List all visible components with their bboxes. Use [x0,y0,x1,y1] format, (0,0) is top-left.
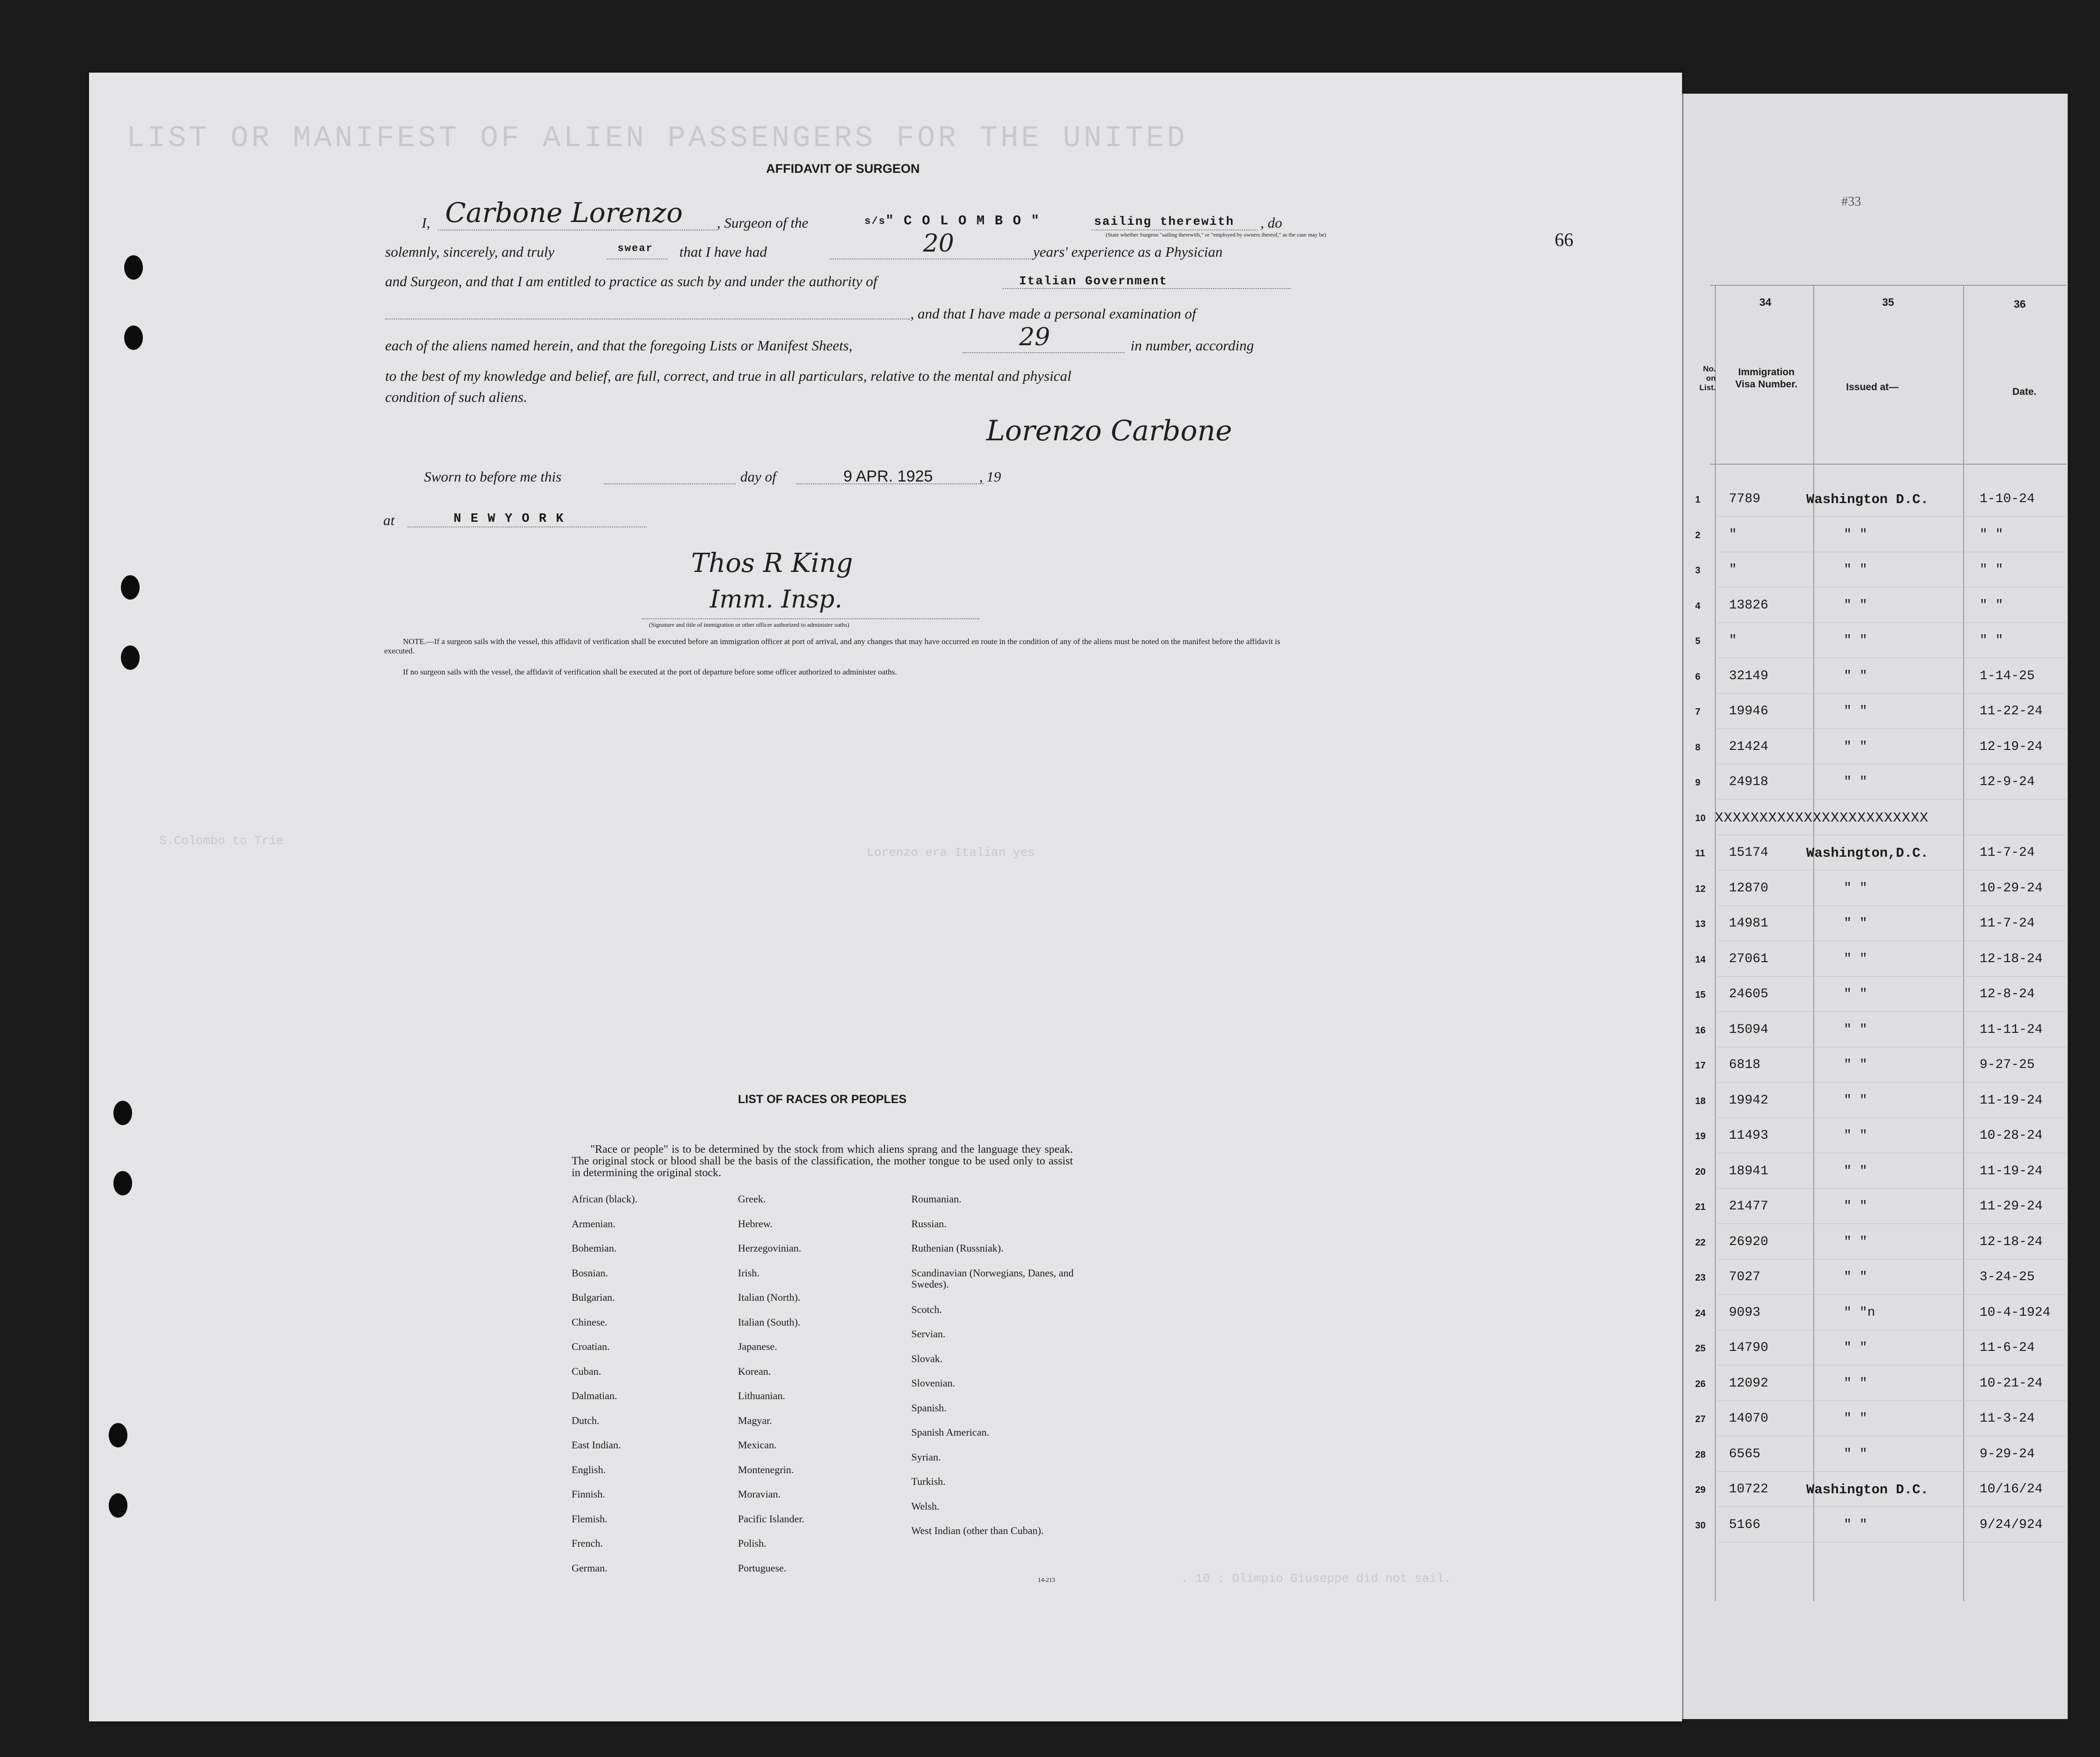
race-item: Japanese. [738,1341,777,1352]
issued-at: " " [1844,1022,1868,1037]
row-number: 7 [1695,707,1701,717]
issued-at: " " [1844,987,1868,1001]
officer-title: Imm. Insp. [710,586,842,614]
affidavit-note-1: NOTE.—If a surgeon sails with the vessel, this affidavit of verification shall be executed before an immigration officer at port of arrival, and any changes that may have occurred en route in the condition of any of the aliens must be noted on the manifest before the affidavit is executed. [384,637,1281,655]
issued-at: " " [1844,1199,1868,1214]
issued-at: " " [1844,1093,1868,1108]
row-number: 11 [1695,848,1705,859]
race-item: Armenian. [572,1217,616,1230]
visa-number: 14790 [1729,1341,1769,1355]
column-rule [1813,285,1814,1601]
header-visa-number: Immigration Visa Number. [1735,367,1798,390]
issued-at: Washington D.C. [1806,1482,1929,1498]
header-issued-at: Issued at— [1846,382,1899,393]
row-number: 18 [1695,1096,1706,1106]
issue-date: 12-18-24 [1980,951,2043,966]
race-item: Moravian. [738,1488,781,1500]
row-rule [1715,976,2066,977]
row-rule [1715,1471,2066,1472]
line-7: condition of such aliens. [385,389,528,405]
row-number: 12 [1695,883,1706,894]
column-number-34: 34 [1759,296,1772,308]
race-item: Polish. [738,1537,767,1549]
rule [604,483,736,484]
issue-date: 11-11-24 [1980,1022,2043,1037]
issued-at: " " [1844,1446,1868,1461]
race-item: Italian (North). [738,1291,801,1303]
issue-date: 11-6-24 [1980,1341,2035,1355]
visa-number: 7027 [1729,1270,1761,1284]
rule [408,526,647,527]
race-item: French. [572,1537,603,1549]
race-item: Dutch. [572,1414,600,1426]
visa-number: 21424 [1729,739,1769,754]
visa-number: 12092 [1729,1376,1769,1391]
race-item: Croatian. [572,1341,610,1352]
race-item: East Indian. [572,1439,621,1451]
surgeon-signature: Lorenzo Carbone [986,415,1232,447]
line-5-end: in number, according [1131,337,1254,354]
form-number: 14-213 [1038,1576,1055,1583]
row-rule [1715,905,2066,906]
race-item: English. [572,1463,606,1475]
issued-at: " " [1844,951,1868,966]
issue-date: 11-19-24 [1980,1093,2043,1108]
row-number: 13 [1695,919,1706,929]
day-of-label: day of [740,468,776,485]
row-number: 5 [1695,636,1701,646]
row-number: 26 [1695,1379,1706,1389]
row-number: 27 [1695,1414,1706,1424]
ghost-text: S.Colombo to Trie [159,834,284,848]
row-number: 9 [1695,778,1701,788]
line-3: and Surgeon, and that I am entitled to practice as such by and under the authority of [385,273,878,289]
row-number: 19 [1695,1131,1706,1142]
race-item: Dalmatian. [572,1390,618,1401]
row-number: 8 [1695,742,1701,753]
race-item: Magyar. [738,1414,772,1426]
issue-date: 12-9-24 [1980,775,2035,789]
race-item: Slovak. [911,1352,943,1364]
row-number: 1 [1695,495,1701,505]
officer-caption: (Signature and title of immigration or other officer authorized to administer oaths) [649,621,849,628]
line-1-mid: , Surgeon of the [717,215,809,231]
row-number: 16 [1695,1025,1706,1036]
issued-at: " " [1844,704,1868,719]
issue-date: 10/16/24 [1980,1482,2043,1497]
row-number: 4 [1695,600,1701,611]
at-label: at [383,512,395,528]
vessel-prefix: s/s [864,215,886,227]
issue-date: 11-7-24 [1980,916,2035,931]
row-number: 24 [1695,1308,1706,1319]
issue-date: 3-24-25 [1980,1270,2035,1284]
visa-number: " [1729,633,1737,648]
race-item: Russian. [911,1217,947,1230]
officer-signature: Thos R King [691,548,853,578]
sailing-note: (State whether Surgeon "sailing therewith," or "employed by owners thereof," as the case may be) [1106,231,1326,238]
race-item: Bulgarian. [572,1291,615,1303]
race-item: Italian (South). [738,1316,801,1328]
race-item: Korean. [738,1365,771,1377]
sworn-label: Sworn to before me this [424,468,562,485]
issued-at: " " [1844,1376,1868,1391]
line-2-end: years' experience as a Physician [1033,244,1223,260]
visa-number: 18941 [1729,1164,1769,1179]
issue-date: " " [1980,563,2003,577]
race-item: Scandinavian (Norwegians, Danes, and Swedes). [911,1267,1074,1290]
row-rule [1715,799,2066,800]
punch-hole-icon [121,645,140,670]
issued-at: " " [1844,1411,1868,1426]
race-item: Chinese. [572,1316,608,1328]
line-6: to the best of my knowledge and belief, are full, correct, and true in all particulars, relative to the mental and physical [385,368,1072,384]
visa-number: 12870 [1729,881,1769,896]
visa-number: 27061 [1729,951,1769,966]
year-suffix: , 19 [979,468,1001,485]
issue-date: 11-22-24 [1980,704,2043,719]
punch-hole-icon [124,326,143,350]
row-number: 20 [1695,1166,1706,1177]
page-number: 66 [1555,229,1573,250]
column-number-35: 35 [1882,296,1894,308]
row-rule [1715,728,2066,729]
vessel-name: " C O L O M B O " [886,213,1040,229]
issue-date: 11-3-24 [1980,1411,2035,1426]
punch-hole-icon [121,575,140,600]
row-number: 21 [1695,1202,1706,1212]
issued-at: " " [1844,1128,1868,1143]
issue-date: 9/24/924 [1980,1517,2043,1532]
ghost-text: . 10 : Olimpio Giuseppe did not sail. [1181,1572,1452,1586]
issued-at: " " [1844,1517,1868,1532]
line-1-end: , do [1260,215,1282,231]
race-item: Cuban. [572,1365,601,1377]
issued-at: " " [1844,668,1868,683]
row-rule [1715,1506,2066,1507]
row-rule [1715,1188,2066,1189]
row-number: 14 [1695,954,1706,965]
row-number: 17 [1695,1060,1706,1071]
punch-hole-icon [113,1171,132,1195]
sworn-place: N E W Y O R K [454,512,565,526]
column-rule [1715,285,1716,1601]
visa-number: 9093 [1729,1305,1761,1320]
race-item: Scotch. [911,1303,942,1315]
race-item: West Indian (other than Cuban). [911,1525,1044,1536]
race-item: Finnish. [572,1488,605,1500]
race-item: Lithuanian. [738,1390,785,1401]
issue-date: 11-19-24 [1980,1164,2043,1179]
affidavit-title: AFFIDAVIT OF SURGEON [766,162,920,176]
punch-hole-icon [113,1101,132,1125]
row-rule [1715,1223,2066,1224]
table-header-rule [1710,464,2066,465]
issue-date: 10-21-24 [1980,1376,2043,1391]
issue-date: 9-29-24 [1980,1446,2035,1461]
visa-number: 21477 [1729,1199,1769,1214]
issue-date: 1-10-24 [1980,492,2035,506]
row-rule [1715,516,2066,517]
rule [642,618,979,619]
race-item: Syrian. [911,1451,941,1463]
issue-date: 12-19-24 [1980,739,2043,754]
row-number: 30 [1695,1520,1706,1531]
ghost-header: LIST OR MANIFEST OF ALIEN PASSENGERS FOR THE UNITED [127,122,1188,156]
issued-at: " " [1844,739,1868,754]
row-number: 22 [1695,1237,1706,1248]
row-number: 2 [1695,530,1701,541]
line-1-start: I, [422,215,431,231]
row-rule [1715,1011,2066,1012]
visa-number: 19946 [1729,704,1769,719]
issued-at: " " [1844,1234,1868,1249]
race-item: Welsh. [911,1500,939,1512]
issued-at: " " [1844,881,1868,896]
issued-at: " " [1844,563,1868,577]
affidavit-sheet [89,73,1682,1721]
row-number: 6 [1695,671,1701,682]
header-list-number: No. on List. [1699,364,1716,392]
visa-number: 24918 [1729,775,1769,789]
visa-number: 5166 [1729,1517,1761,1532]
race-item: Bosnian. [572,1267,608,1279]
issued-at: " " [1844,1164,1868,1179]
issue-date: 11-7-24 [1980,845,2035,860]
line-4: , and that I have made a personal examination of [910,305,1196,322]
visa-number: 6818 [1729,1058,1761,1072]
rule [963,352,1124,353]
ghost-text: Lorenzo era Italian yes [867,845,1035,860]
issued-at: " " [1844,527,1868,542]
issue-date: 10-29-24 [1980,881,2043,896]
race-item: Portuguese. [738,1562,787,1574]
races-intro: "Race or people" is to be determined by the stock from which aliens sprang and the language they speak. The original stock or blood shall be the basis of the classification, the mother tongue to be used only to assist in determining the original stock. [572,1143,1073,1179]
manifest-sheet [1682,94,2068,1719]
visa-number: " [1729,563,1737,577]
authority: Italian Government [1019,274,1168,288]
race-item: Flemish. [572,1512,608,1525]
row-number: 28 [1695,1449,1706,1460]
race-item: Roumanian. [911,1193,961,1205]
row-number: 10 [1695,813,1706,823]
race-item: African (black). [572,1193,638,1205]
issued-at: " " [1844,1058,1868,1072]
visa-number: 6565 [1729,1446,1761,1461]
issued-at: " " [1844,633,1868,648]
visa-number: XXXXXXXXXXXXXXXXXXXXXXXX [1715,810,1929,826]
race-item: Slovenian. [911,1377,955,1389]
line-2-start: solemnly, sincerely, and truly [385,244,555,260]
race-item: Spanish. [911,1401,947,1414]
visa-number: 7789 [1729,492,1761,506]
row-number: 15 [1695,990,1706,1000]
visa-number: 19942 [1729,1093,1769,1108]
races-title: LIST OF RACES OR PEOPLES [738,1093,907,1106]
race-item: Irish. [738,1267,760,1279]
punch-hole-icon [124,255,143,280]
column-rule [1963,285,1964,1601]
row-number: 29 [1695,1485,1706,1495]
issue-date: 11-29-24 [1980,1199,2043,1214]
issue-date: " " [1980,527,2003,542]
visa-number: 14070 [1729,1411,1769,1426]
visa-number: 26920 [1729,1234,1769,1249]
row-number: 23 [1695,1273,1706,1283]
issue-date: 10-4-1924 [1980,1305,2051,1320]
rule [797,483,984,484]
visa-number: " [1729,527,1737,542]
issue-date: 12-18-24 [1980,1234,2043,1249]
issued-at: " " [1844,916,1868,931]
affidavit-note-2: If no surgeon sails with the vessel, the affidavit of verification shall be executed at the port of departure before some officer authorized to administer oaths. [403,667,897,676]
visa-number: 10722 [1729,1482,1769,1497]
issued-at: " " [1844,1270,1868,1284]
issued-at: " " [1844,598,1868,613]
row-rule [1715,1294,2066,1295]
race-item: Hebrew. [738,1217,773,1230]
visa-number: 15174 [1729,845,1769,860]
visa-number: 14981 [1729,916,1769,931]
sheet-count: 29 [1019,323,1050,351]
race-item: Bohemian. [572,1242,617,1254]
sworn-date: 9 APR. 1925 [843,467,933,485]
issued-at: " "n [1844,1305,1876,1320]
line-2-mid: that I have had [679,244,767,260]
visa-number: 32149 [1729,668,1769,683]
issued-at: Washington,D.C. [1806,845,1929,861]
oath-word: swear [618,243,654,254]
punch-hole-icon [109,1423,127,1447]
column-number-36: 36 [2014,298,2026,310]
row-rule [1715,693,2066,694]
sailing-status: sailing therewith [1094,215,1235,229]
issue-date: " " [1980,598,2003,613]
race-item: Montenegrin. [738,1463,794,1475]
visa-number: 15094 [1729,1022,1769,1037]
surgeon-name: Carbone Lorenzo [445,197,683,229]
issue-date: " " [1980,633,2003,648]
issued-at: " " [1844,775,1868,789]
race-item: Ruthenian (Russniak). [911,1242,1004,1254]
issue-date: 10-28-24 [1980,1128,2043,1143]
race-item: Mexican. [738,1439,777,1451]
issue-date: 9-27-25 [1980,1058,2035,1072]
race-item: Spanish American. [911,1426,990,1438]
line-5-start: each of the aliens named herein, and that the foregoing Lists or Manifest Sheets, [385,337,853,354]
race-item: Herzegovinian. [738,1242,801,1254]
visa-number: 13826 [1729,598,1769,613]
issued-at: Washington D.C. [1806,492,1929,507]
issued-at: " " [1844,1341,1868,1355]
race-item: Servian. [911,1328,946,1340]
row-number: 3 [1695,565,1701,576]
race-item: Greek. [738,1193,766,1205]
header-date: Date. [2012,386,2037,397]
race-item: German. [572,1562,608,1574]
table-top-rule [1710,285,2066,286]
issue-date: 12-8-24 [1980,987,2035,1001]
rule [1003,288,1291,289]
visa-number: 24605 [1729,987,1769,1001]
row-rule [1715,1259,2066,1260]
race-item: Pacific Islander. [738,1512,804,1525]
years-experience: 20 [923,230,954,258]
race-item: Turkish. [911,1475,946,1487]
sheet-mark: #33 [1841,194,1861,209]
visa-number: 11493 [1729,1128,1769,1143]
row-number: 25 [1695,1343,1706,1354]
punch-hole-icon [109,1493,127,1518]
issue-date: 1-14-25 [1980,668,2035,683]
